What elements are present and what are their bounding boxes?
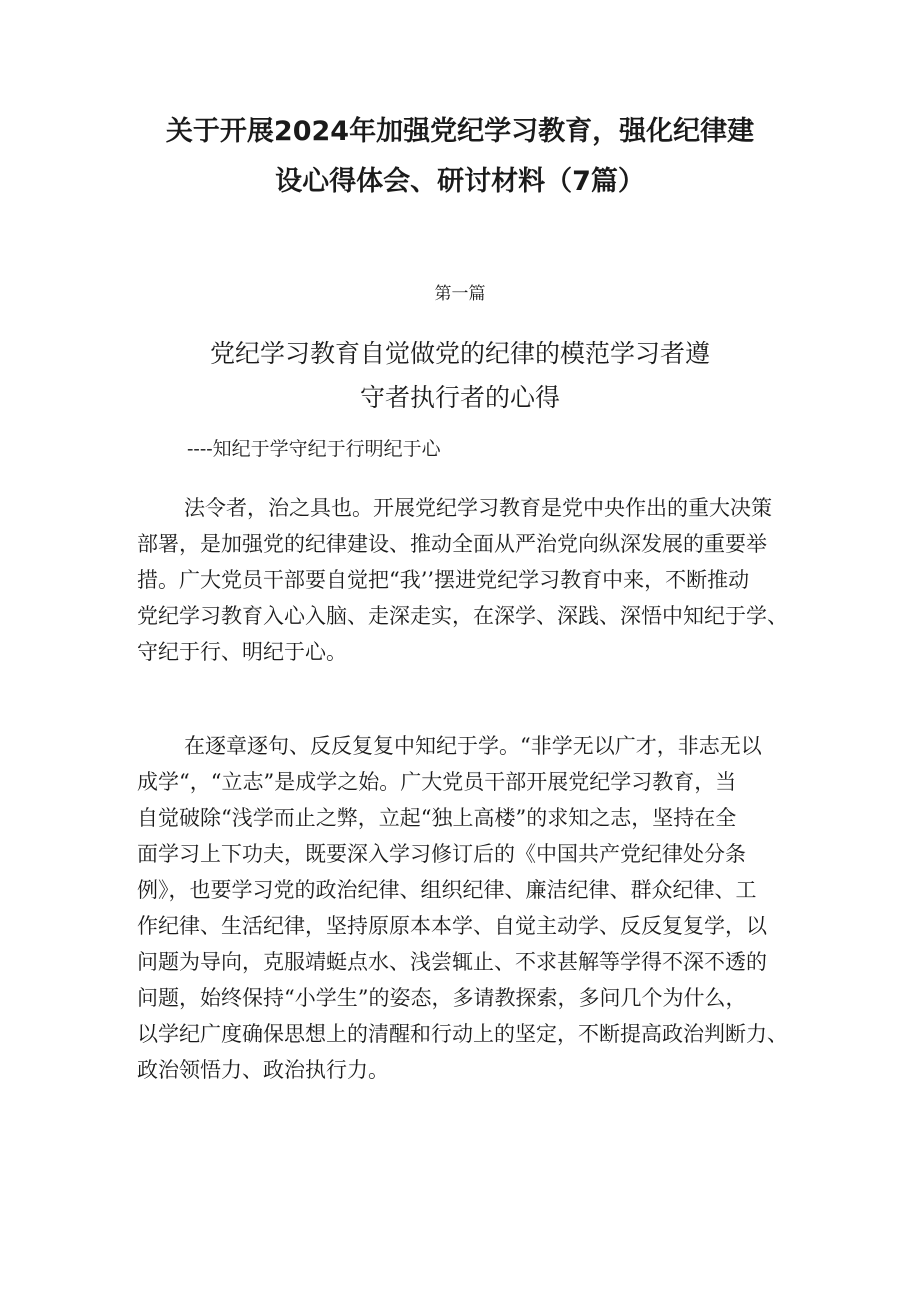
paragraph-line: 政治领悟力、政治执行力。 [137,1058,389,1082]
paragraph-line: 措。广大党员干部要自觉把“我’’摆进党纪学习教育中来，不断推动 [137,568,750,592]
paragraph-line: 问题为导向，克服靖蜓点水、浅尝辄止、不求甚解等学得不深不透的 [137,950,767,974]
paragraph-line: 面学习上下功夫，既要深入学习修订后的《中国共产党纪律处分条 [137,842,746,866]
document-title-line: 设心得体会、研讨材料（7篇） [275,166,645,197]
section-label: 第一篇 [434,284,486,304]
document-title-line: 关于开展2024年加强党纪学习教育，强化纪律建 [165,116,755,147]
article-title-line: 党纪学习教育自觉做党的纪律的模范学习者遵 [209,339,710,368]
paragraph-line: 成学“，“立志”是成学之始。广大党员干部开展党纪学习教育，当 [137,770,737,794]
article-title [140,332,780,420]
paragraph-line: 例》，也要学习党的政治纪律、组织纪律、廉洁纪律、群众纪律、工 [137,878,757,902]
body-paragraph [137,728,797,1088]
paragraph-line: 法令者，治之具也。开展党纪学习教育是党中央作出的重大决策 [184,496,772,520]
document-title [120,107,800,207]
paragraph-line: 党纪学习教育入心入脑、走深走实，在深学、深践、深悟中知纪于学、 [137,604,788,628]
body-paragraph [137,490,797,670]
paragraph-line: 守纪于行、明纪于心。 [137,640,347,664]
paragraph-line: 作纪律、生活纪律，坚持原原本本学、自觉主动学、反反复复学，以 [137,914,767,938]
paragraph-line: 以学纪广度确保思想上的清醒和行动上的坚定，不断提高政治判断力、 [137,1022,788,1046]
paragraph-line: 问题，始终保持“小学生”的姿态，多请教探索，多问几个为什么， [137,986,747,1010]
paragraph-line: 自觉破除“浅学而止之弊，立起“独上高楼”的求知之志，坚持在全 [137,806,737,830]
paragraph-line: 在逐章逐句、反反复复中知纪于学。“非学无以广才，非志无以 [184,734,762,758]
paragraph-line: 部署，是加强党的纪律建设、推动全面从严治党向纵深发展的重要举 [137,532,767,556]
article-title-line: 守者执行者的心得 [359,383,560,412]
article-tagline: ----知纪于学守纪于行明纪于心 [187,438,441,460]
